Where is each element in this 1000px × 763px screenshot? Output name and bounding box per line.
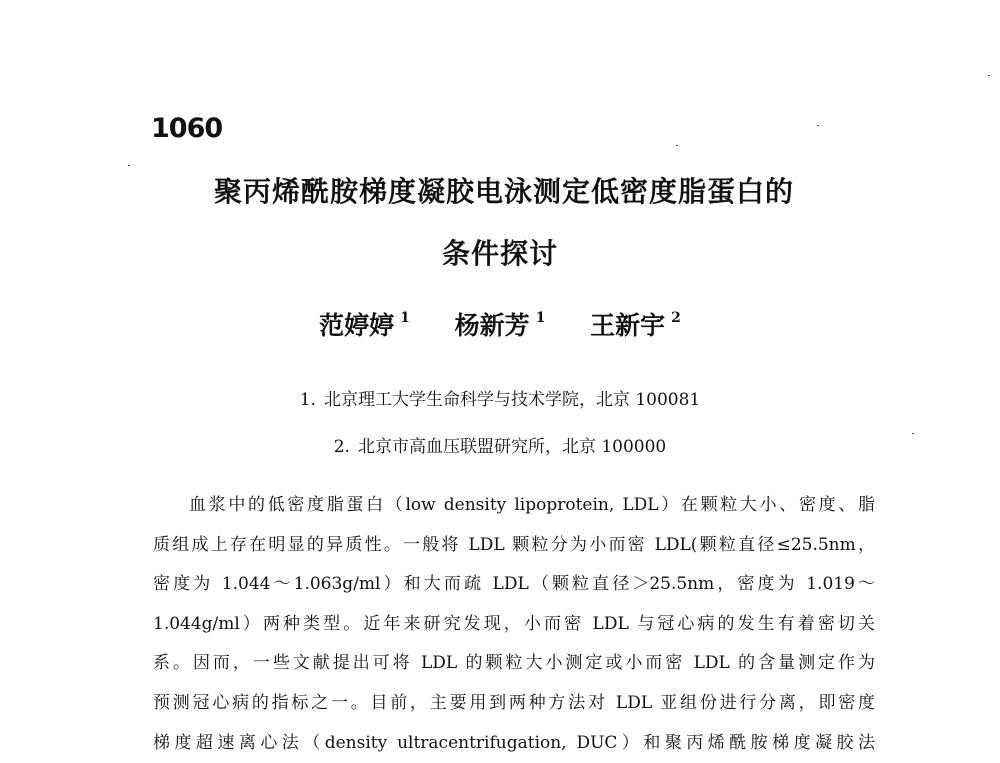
- body-line: 系。因而，一些文献提出可将 LDL 的颗粒大小测定或小而密 LDL 的含量测定作为: [153, 653, 875, 674]
- paper-title-line-1: 聚丙烯酰胺梯度凝胶电泳测定低密度脂蛋白的: [213, 175, 794, 208]
- author: [319, 306, 410, 342]
- scan-speck: [912, 433, 914, 434]
- body-line: 预测冠心病的指标之一。目前，主要用到两种方法对 LDL 亚组份进行分离，即密度: [153, 692, 875, 713]
- affiliation-number: 1.: [299, 390, 316, 410]
- author-list: [0, 306, 1000, 342]
- affiliation-text: 北京理工大学生命科学与技术学院，北京 100081: [323, 390, 701, 410]
- scan-speck: [988, 75, 990, 76]
- author-name: 范婷婷: [319, 311, 395, 340]
- affiliation: [0, 432, 1000, 457]
- body-line: 质组成上存在明显的异质性。一般将 LDL 颗粒分为小而密 LDL(颗粒直径≤25.5nm，: [153, 534, 875, 555]
- body-line: 1.044g/ml）两种类型。近年来研究发现，小而密 LDL 与冠心病的发生有着密切关: [153, 613, 875, 634]
- scan-speck: [817, 125, 819, 126]
- affiliation: [0, 385, 1000, 410]
- author: [455, 306, 546, 342]
- scan-speck: [676, 145, 678, 146]
- body-line: 梯度超速离心法（density ultracentrifugation, DUC）和聚丙烯酰胺梯度凝胶法: [153, 732, 875, 753]
- author-affiliation-mark: 1: [400, 310, 410, 326]
- author-affiliation-mark: 2: [671, 310, 681, 326]
- affiliation-number: 2.: [333, 437, 350, 457]
- author-name: 王新宇: [590, 311, 666, 340]
- author-affiliation-mark: 1: [535, 310, 546, 326]
- page-number: 1060: [151, 113, 223, 144]
- body-paragraph: [153, 486, 875, 763]
- paper-title-line-2: 条件探讨: [441, 237, 558, 270]
- body-line: 密度为 1.044～1.063g/ml）和大而疏 LDL（颗粒直径＞25.5nm，密度为 1.019～: [153, 574, 875, 595]
- scan-speck: [128, 165, 130, 166]
- author: [590, 306, 681, 342]
- author-name: 杨新芳: [454, 311, 530, 340]
- affiliation-text: 北京市高血压联盟研究所，北京 100000: [357, 437, 667, 457]
- body-line: 血浆中的低密度脂蛋白（low density lipoprotein, LDL）在颗粒大小、密度、脂: [189, 495, 875, 515]
